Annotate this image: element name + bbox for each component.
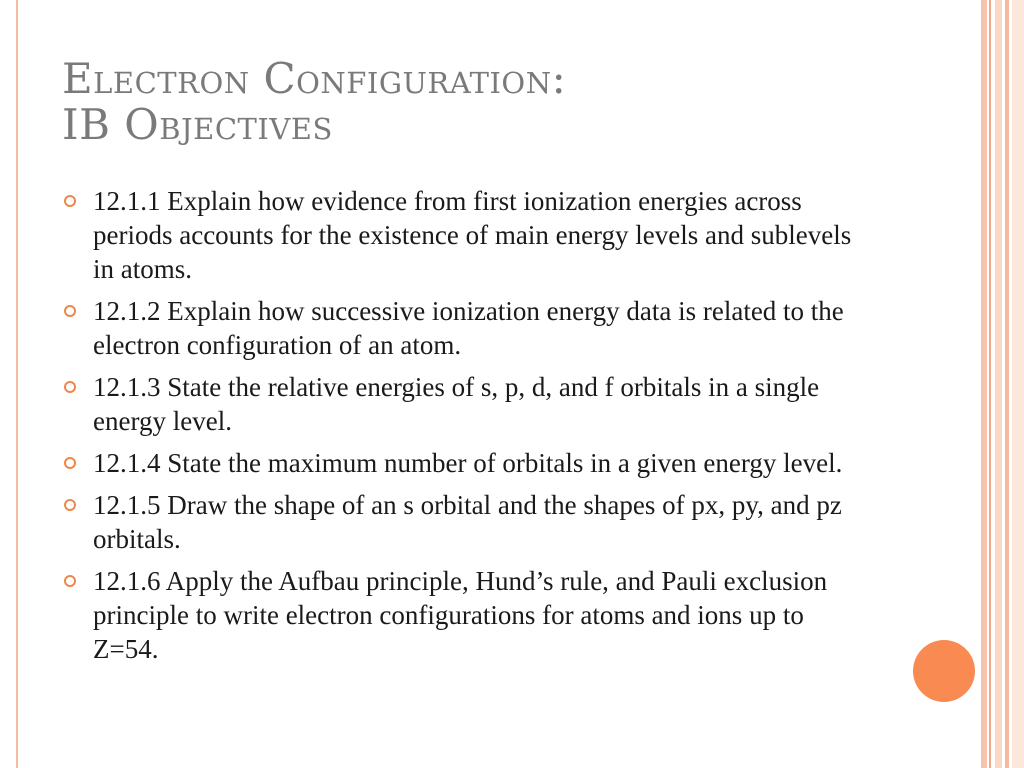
slide-title <box>62 56 566 148</box>
right-stripe <box>1005 0 1009 768</box>
list-item <box>62 446 872 480</box>
objective-text: 12.1.6 Apply the Aufbau principle, Hund’s rule, and Pauli exclusion principle to write electron configurations for atoms and ions up to Z=54. <box>93 566 828 664</box>
slide-title-line-1: Electron Configuration: <box>62 54 567 103</box>
hollow-circle-bullet-icon <box>64 499 76 511</box>
hollow-circle-bullet-icon <box>64 457 76 469</box>
right-stripe <box>989 0 991 768</box>
right-stripe <box>1012 0 1024 768</box>
objective-text: 12.1.5 Draw the shape of an s orbital and the shapes of px, py, and pz orbitals. <box>93 490 842 554</box>
hollow-circle-bullet-icon <box>64 381 76 393</box>
hollow-circle-bullet-icon <box>64 195 76 207</box>
right-stripe <box>981 0 987 768</box>
objectives-list <box>62 184 872 674</box>
hollow-circle-bullet-icon <box>64 305 76 317</box>
objective-text: 12.1.2 Explain how successive ionization energy data is related to the electron configuration of an atom. <box>93 296 844 360</box>
slide-title-line-2: IB Objectives <box>62 100 333 149</box>
objective-text: 12.1.1 Explain how evidence from first ionization energies across periods accounts for the existence of main energy levels and sublevels in atoms. <box>93 186 852 284</box>
right-stripe <box>995 0 1002 768</box>
list-item <box>62 184 872 286</box>
objective-text: 12.1.3 State the relative energies of s, p, d, and f orbitals in a single energy level. <box>93 372 820 436</box>
list-item <box>62 488 872 556</box>
objective-text: 12.1.4 State the maximum number of orbitals in a given energy level. <box>93 448 843 478</box>
list-item <box>62 370 872 438</box>
orange-circle-icon <box>913 640 975 702</box>
left-frame-line <box>16 0 18 768</box>
list-item <box>62 294 872 362</box>
list-item <box>62 564 872 666</box>
hollow-circle-bullet-icon <box>64 575 76 587</box>
